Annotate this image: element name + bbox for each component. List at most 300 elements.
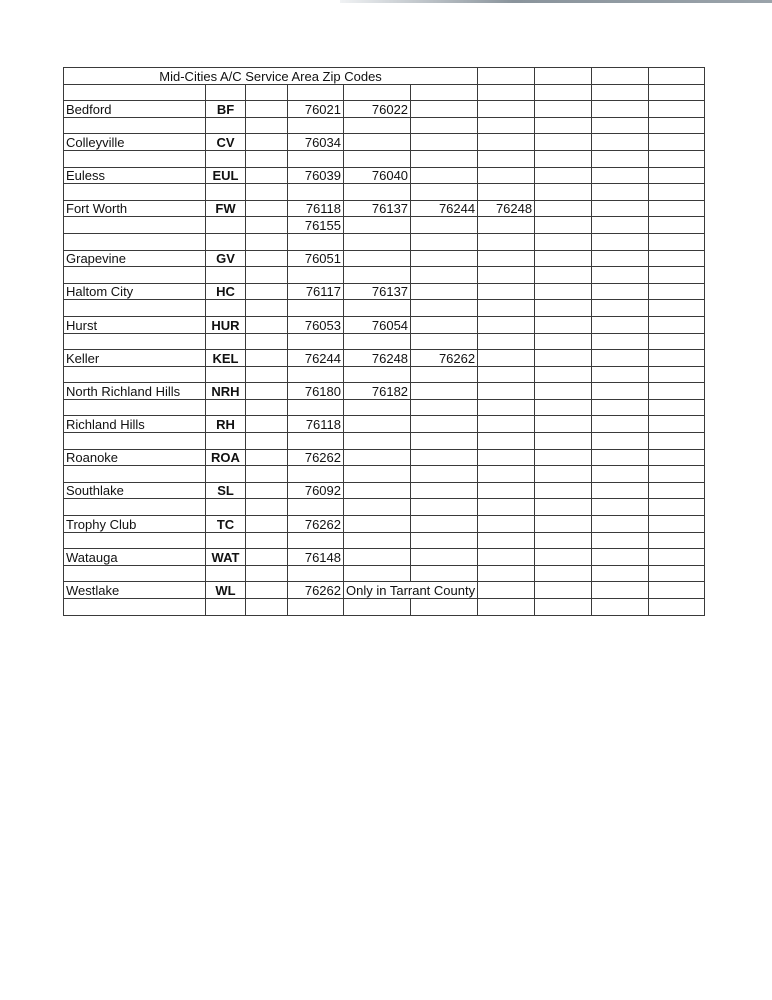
empty-cell <box>246 333 288 350</box>
empty-cell <box>206 300 246 317</box>
empty-cell <box>288 599 344 616</box>
city-name: Trophy Club <box>64 516 206 533</box>
spacer-row <box>64 433 705 450</box>
spacer-row <box>64 532 705 549</box>
empty-cell <box>478 482 535 499</box>
empty-cell <box>592 84 649 101</box>
city-name: Colleyville <box>64 134 206 151</box>
empty-cell <box>411 300 478 317</box>
empty-cell <box>649 283 705 300</box>
empty-cell <box>649 549 705 566</box>
empty-cell <box>478 68 535 85</box>
empty-cell <box>649 416 705 433</box>
empty-cell <box>649 366 705 383</box>
empty-cell <box>649 84 705 101</box>
empty-cell <box>649 300 705 317</box>
empty-cell <box>535 532 592 549</box>
empty-cell <box>246 582 288 599</box>
empty-cell <box>592 399 649 416</box>
empty-cell <box>64 217 206 234</box>
empty-cell <box>592 150 649 167</box>
empty-cell <box>246 433 288 450</box>
city-abbreviation: BF <box>206 101 246 118</box>
empty-cell <box>288 366 344 383</box>
empty-cell <box>411 532 478 549</box>
empty-cell <box>206 184 246 201</box>
spacer-row <box>64 300 705 317</box>
zip-code: 76054 <box>344 316 411 333</box>
empty-cell <box>535 267 592 284</box>
zip-code: 76180 <box>288 383 344 400</box>
city-name: Richland Hills <box>64 416 206 433</box>
empty-cell <box>344 466 411 483</box>
empty-cell <box>288 532 344 549</box>
empty-cell <box>535 167 592 184</box>
empty-cell <box>592 499 649 516</box>
empty-cell <box>411 449 478 466</box>
spacer-row <box>64 233 705 250</box>
empty-cell <box>478 184 535 201</box>
empty-cell <box>344 549 411 566</box>
empty-cell <box>478 350 535 367</box>
city-name: Grapevine <box>64 250 206 267</box>
empty-cell <box>64 117 206 134</box>
empty-cell <box>344 233 411 250</box>
empty-cell <box>478 250 535 267</box>
empty-cell <box>288 433 344 450</box>
empty-cell <box>535 350 592 367</box>
empty-cell <box>478 416 535 433</box>
zip-code: 76092 <box>288 482 344 499</box>
spacer-row <box>64 333 705 350</box>
empty-cell <box>592 267 649 284</box>
empty-cell <box>246 366 288 383</box>
empty-cell <box>478 516 535 533</box>
empty-cell <box>411 134 478 151</box>
empty-cell <box>206 565 246 582</box>
empty-cell <box>206 466 246 483</box>
empty-cell <box>344 184 411 201</box>
empty-cell <box>478 549 535 566</box>
empty-cell <box>411 366 478 383</box>
zip-code: 76040 <box>344 167 411 184</box>
empty-cell <box>478 383 535 400</box>
empty-cell <box>344 134 411 151</box>
empty-cell <box>246 233 288 250</box>
empty-cell <box>478 233 535 250</box>
empty-cell <box>535 399 592 416</box>
empty-cell <box>592 449 649 466</box>
empty-cell <box>478 499 535 516</box>
empty-cell <box>535 283 592 300</box>
city-abbreviation: HUR <box>206 316 246 333</box>
empty-cell <box>411 433 478 450</box>
spacer-row <box>64 267 705 284</box>
zip-code: 76021 <box>288 101 344 118</box>
city-abbreviation: FW <box>206 200 246 217</box>
empty-cell <box>411 316 478 333</box>
empty-cell <box>411 233 478 250</box>
table-row <box>64 449 705 466</box>
city-name: Watauga <box>64 549 206 566</box>
city-abbreviation: CV <box>206 134 246 151</box>
empty-cell <box>535 250 592 267</box>
empty-cell <box>535 599 592 616</box>
empty-cell <box>649 383 705 400</box>
empty-cell <box>535 433 592 450</box>
table-title: Mid-Cities A/C Service Area Zip Codes <box>64 68 478 85</box>
empty-cell <box>206 599 246 616</box>
empty-cell <box>64 333 206 350</box>
empty-cell <box>649 582 705 599</box>
empty-cell <box>478 532 535 549</box>
zip-code: 76262 <box>288 449 344 466</box>
empty-cell <box>411 383 478 400</box>
empty-cell <box>478 84 535 101</box>
empty-cell <box>64 233 206 250</box>
empty-cell <box>592 549 649 566</box>
spacer-row <box>64 466 705 483</box>
empty-cell <box>64 565 206 582</box>
empty-cell <box>478 333 535 350</box>
table-row <box>64 200 705 217</box>
zip-code: 76262 <box>288 582 344 599</box>
city-name: Bedford <box>64 101 206 118</box>
empty-cell <box>246 399 288 416</box>
empty-cell <box>288 233 344 250</box>
empty-cell <box>535 134 592 151</box>
empty-cell <box>206 150 246 167</box>
empty-cell <box>478 565 535 582</box>
empty-cell <box>344 150 411 167</box>
empty-cell <box>535 366 592 383</box>
empty-cell <box>411 84 478 101</box>
empty-cell <box>344 84 411 101</box>
table-row <box>64 350 705 367</box>
city-abbreviation: ROA <box>206 449 246 466</box>
empty-cell <box>411 217 478 234</box>
empty-cell <box>592 532 649 549</box>
empty-cell <box>592 433 649 450</box>
empty-cell <box>592 599 649 616</box>
empty-cell <box>344 399 411 416</box>
empty-cell <box>344 333 411 350</box>
empty-cell <box>64 300 206 317</box>
city-name: Keller <box>64 350 206 367</box>
empty-cell <box>246 134 288 151</box>
city-abbreviation: WAT <box>206 549 246 566</box>
empty-cell <box>411 482 478 499</box>
empty-cell <box>64 366 206 383</box>
empty-cell <box>649 516 705 533</box>
zip-code: 76244 <box>288 350 344 367</box>
empty-cell <box>592 333 649 350</box>
city-abbreviation: EUL <box>206 167 246 184</box>
empty-cell <box>344 499 411 516</box>
empty-cell <box>535 516 592 533</box>
spacer-row <box>64 399 705 416</box>
zip-code: 76117 <box>288 283 344 300</box>
empty-cell <box>344 117 411 134</box>
empty-cell <box>246 101 288 118</box>
empty-cell <box>344 565 411 582</box>
empty-cell <box>246 283 288 300</box>
empty-cell <box>649 117 705 134</box>
empty-cell <box>64 433 206 450</box>
empty-cell <box>649 134 705 151</box>
empty-cell <box>478 217 535 234</box>
empty-cell <box>411 101 478 118</box>
empty-cell <box>246 250 288 267</box>
empty-cell <box>246 599 288 616</box>
empty-cell <box>592 250 649 267</box>
empty-cell <box>344 433 411 450</box>
city-name: Southlake <box>64 482 206 499</box>
empty-cell <box>649 217 705 234</box>
city-abbreviation: SL <box>206 482 246 499</box>
empty-cell <box>478 449 535 466</box>
empty-cell <box>411 499 478 516</box>
empty-cell <box>411 267 478 284</box>
empty-cell <box>206 233 246 250</box>
spacer-row <box>64 599 705 616</box>
empty-cell <box>246 466 288 483</box>
spacer-row <box>64 117 705 134</box>
table-row <box>64 516 705 533</box>
empty-cell <box>535 482 592 499</box>
empty-cell <box>206 84 246 101</box>
city-name: North Richland Hills <box>64 383 206 400</box>
empty-cell <box>64 466 206 483</box>
empty-cell <box>288 466 344 483</box>
empty-cell <box>206 433 246 450</box>
empty-cell <box>649 68 705 85</box>
empty-cell <box>246 267 288 284</box>
spacer-row <box>64 366 705 383</box>
empty-cell <box>478 300 535 317</box>
empty-cell <box>411 250 478 267</box>
empty-cell <box>535 68 592 85</box>
table-row <box>64 101 705 118</box>
empty-cell <box>535 217 592 234</box>
empty-cell <box>592 233 649 250</box>
empty-cell <box>649 565 705 582</box>
city-abbreviation: GV <box>206 250 246 267</box>
empty-cell <box>246 549 288 566</box>
empty-cell <box>246 499 288 516</box>
empty-cell <box>344 532 411 549</box>
empty-cell <box>649 482 705 499</box>
empty-cell <box>592 184 649 201</box>
empty-cell <box>411 283 478 300</box>
empty-cell <box>288 499 344 516</box>
empty-cell <box>246 217 288 234</box>
empty-cell <box>64 532 206 549</box>
zip-code: 76155 <box>288 217 344 234</box>
table-row <box>64 582 705 599</box>
empty-cell <box>535 499 592 516</box>
empty-cell <box>649 466 705 483</box>
empty-cell <box>344 599 411 616</box>
empty-cell <box>649 267 705 284</box>
empty-cell <box>535 150 592 167</box>
spacer-row <box>64 150 705 167</box>
zip-code: 76053 <box>288 316 344 333</box>
title-row <box>64 68 705 85</box>
city-name: Roanoke <box>64 449 206 466</box>
empty-cell <box>206 399 246 416</box>
spacer-row <box>64 184 705 201</box>
empty-cell <box>592 466 649 483</box>
empty-cell <box>592 416 649 433</box>
empty-cell <box>64 599 206 616</box>
empty-cell <box>592 300 649 317</box>
city-name: Westlake <box>64 582 206 599</box>
table-row <box>64 549 705 566</box>
empty-cell <box>246 300 288 317</box>
empty-cell <box>64 184 206 201</box>
empty-cell <box>64 399 206 416</box>
zip-code: 76118 <box>288 200 344 217</box>
empty-cell <box>478 582 535 599</box>
empty-cell <box>592 582 649 599</box>
zip-code: 76118 <box>288 416 344 433</box>
empty-cell <box>288 267 344 284</box>
empty-cell <box>344 516 411 533</box>
empty-cell <box>246 532 288 549</box>
empty-cell <box>478 399 535 416</box>
empty-cell <box>411 466 478 483</box>
empty-cell <box>288 184 344 201</box>
empty-cell <box>592 101 649 118</box>
empty-cell <box>649 184 705 201</box>
empty-cell <box>535 582 592 599</box>
empty-cell <box>535 84 592 101</box>
table-row <box>64 316 705 333</box>
empty-cell <box>649 399 705 416</box>
empty-cell <box>246 383 288 400</box>
empty-cell <box>246 565 288 582</box>
empty-cell <box>246 200 288 217</box>
empty-cell <box>206 532 246 549</box>
empty-cell <box>344 416 411 433</box>
table-row <box>64 167 705 184</box>
empty-cell <box>592 217 649 234</box>
empty-cell <box>288 565 344 582</box>
empty-cell <box>411 117 478 134</box>
empty-cell <box>649 167 705 184</box>
zip-code: 76182 <box>344 383 411 400</box>
empty-cell <box>649 150 705 167</box>
empty-cell <box>535 416 592 433</box>
empty-cell <box>206 366 246 383</box>
empty-cell <box>206 267 246 284</box>
empty-cell <box>411 516 478 533</box>
table-row-continuation <box>64 217 705 234</box>
empty-cell <box>649 499 705 516</box>
empty-cell <box>649 449 705 466</box>
zip-code-table <box>63 67 705 616</box>
city-abbreviation: TC <box>206 516 246 533</box>
empty-cell <box>288 399 344 416</box>
empty-cell <box>478 150 535 167</box>
empty-cell <box>649 101 705 118</box>
city-name: Euless <box>64 167 206 184</box>
city-abbreviation: KEL <box>206 350 246 367</box>
empty-cell <box>478 466 535 483</box>
empty-cell <box>411 184 478 201</box>
empty-cell <box>344 217 411 234</box>
empty-cell <box>411 167 478 184</box>
empty-cell <box>535 333 592 350</box>
empty-cell <box>246 482 288 499</box>
empty-cell <box>592 366 649 383</box>
zip-code: 76137 <box>344 283 411 300</box>
empty-cell <box>246 150 288 167</box>
empty-cell <box>344 449 411 466</box>
empty-cell <box>649 316 705 333</box>
empty-cell <box>649 250 705 267</box>
empty-cell <box>478 366 535 383</box>
zip-code: 76148 <box>288 549 344 566</box>
table-row <box>64 134 705 151</box>
empty-cell <box>649 599 705 616</box>
empty-cell <box>535 101 592 118</box>
empty-cell <box>288 117 344 134</box>
empty-cell <box>478 433 535 450</box>
empty-cell <box>411 150 478 167</box>
empty-cell <box>649 200 705 217</box>
city-name: Haltom City <box>64 283 206 300</box>
spacer-row <box>64 565 705 582</box>
empty-cell <box>246 184 288 201</box>
empty-cell <box>344 366 411 383</box>
table-row <box>64 383 705 400</box>
empty-cell <box>288 150 344 167</box>
empty-cell <box>64 84 206 101</box>
empty-cell <box>478 283 535 300</box>
empty-cell <box>592 134 649 151</box>
empty-cell <box>246 516 288 533</box>
empty-cell <box>288 84 344 101</box>
zip-code: 76262 <box>288 516 344 533</box>
zip-code: 76248 <box>344 350 411 367</box>
empty-cell <box>649 350 705 367</box>
zip-code: 76051 <box>288 250 344 267</box>
empty-cell <box>592 383 649 400</box>
empty-cell <box>592 68 649 85</box>
empty-cell <box>535 466 592 483</box>
empty-cell <box>535 200 592 217</box>
city-abbreviation: HC <box>206 283 246 300</box>
empty-cell <box>246 316 288 333</box>
empty-cell <box>478 134 535 151</box>
table-row <box>64 283 705 300</box>
empty-cell <box>344 267 411 284</box>
empty-cell <box>246 416 288 433</box>
empty-cell <box>478 101 535 118</box>
empty-cell <box>206 333 246 350</box>
empty-cell <box>246 449 288 466</box>
zip-code: 76034 <box>288 134 344 151</box>
empty-cell <box>246 84 288 101</box>
zip-code: 76022 <box>344 101 411 118</box>
empty-cell <box>649 233 705 250</box>
empty-cell <box>64 150 206 167</box>
empty-cell <box>592 516 649 533</box>
empty-cell <box>344 250 411 267</box>
empty-cell <box>288 333 344 350</box>
